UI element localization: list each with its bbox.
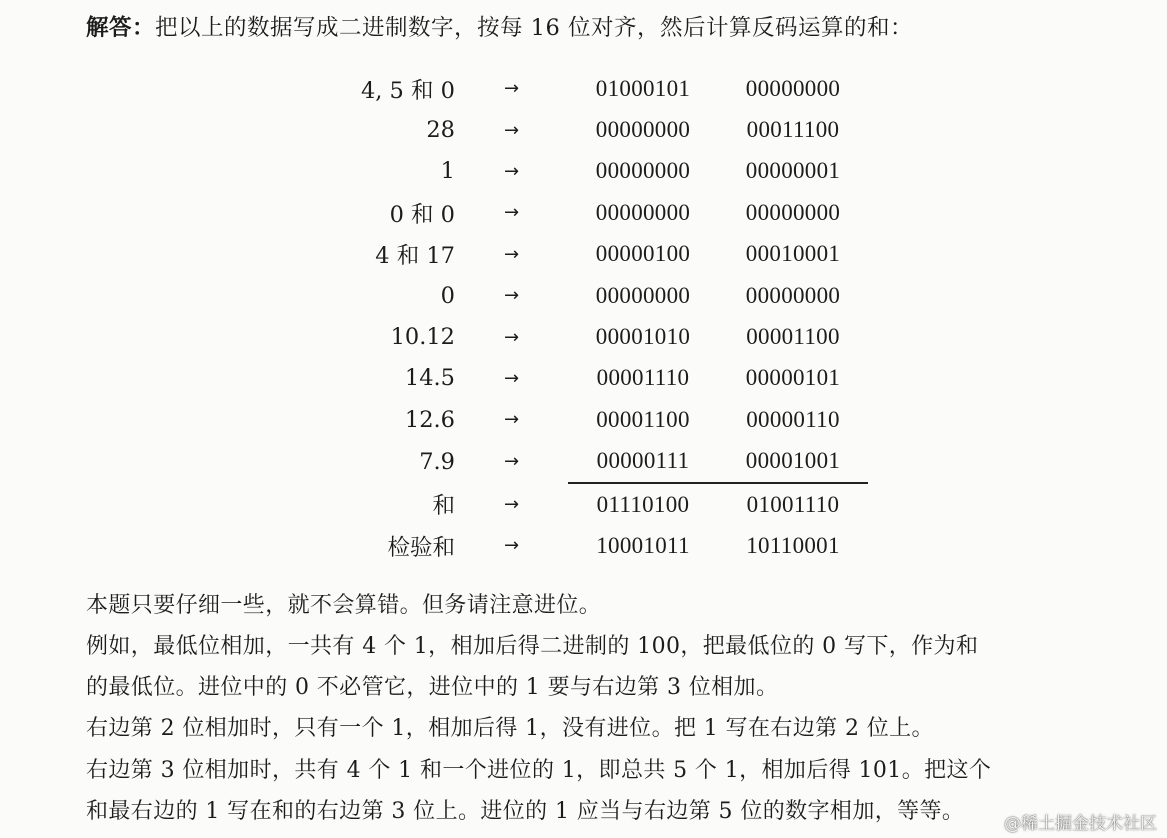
arrow-icon: →	[503, 409, 520, 431]
table-row	[300, 275, 868, 316]
arrow-icon: →	[503, 243, 520, 265]
row-label: 12.6	[404, 406, 455, 433]
paragraph-line: 的最低位。进位中的 0 不必管它，进位中的 1 要与右边第 3 位相加。	[86, 675, 779, 700]
checksum-row	[300, 525, 868, 566]
checksum-table	[300, 68, 868, 567]
binary-high-byte: 00000000	[595, 158, 691, 184]
paragraph-line: 本题只要仔细一些，就不会算错。但务请注意进位。	[86, 593, 602, 618]
paragraph-line: 例如，最低位相加，一共有 4 个 1，相加后得二进制的 100，把最低位的 0 写下，作为和	[86, 634, 979, 659]
arrow-icon: →	[503, 78, 520, 100]
binary-low-byte: 00000000	[745, 199, 841, 225]
row-label: 14.5	[404, 365, 455, 392]
table-row	[300, 68, 868, 109]
table-row	[300, 358, 868, 399]
table-row	[300, 441, 868, 483]
arrow-icon: →	[503, 535, 520, 557]
binary-low-byte: 00011100	[746, 117, 840, 143]
binary-low-byte: 00001100	[746, 324, 840, 350]
checksum-high-byte: 10001011	[596, 532, 690, 558]
arrow-icon: →	[503, 451, 520, 473]
checksum-low-byte: 10110001	[746, 532, 840, 558]
arrow-icon: →	[503, 326, 520, 348]
binary-low-byte: 00000000	[745, 75, 841, 101]
row-label: 4 和 17	[375, 243, 455, 270]
sum-row	[300, 483, 868, 525]
binary-high-byte: 00001100	[596, 406, 690, 432]
row-label: 7.9	[419, 448, 455, 475]
arrow-icon: →	[503, 119, 520, 141]
binary-low-byte: 00000000	[745, 282, 841, 308]
paragraph-line: 右边第 3 位相加时，共有 4 个 1 和一个进位的 1，即总共 5 个 1，相加后得 101。把这个	[86, 758, 992, 783]
sum-low-byte: 01001110	[746, 491, 840, 517]
row-label: 28	[426, 117, 455, 144]
sum-high-byte: 01110100	[596, 491, 690, 517]
binary-high-byte: 00001010	[595, 324, 691, 350]
arrow-icon: →	[503, 285, 520, 307]
table-row	[300, 192, 868, 233]
answer-heading-text: 把以上的数据写成二进制数字，按每 16 位对齐，然后计算反码运算的和：	[155, 15, 913, 41]
arrow-icon: →	[503, 160, 520, 182]
table-row	[300, 316, 868, 357]
paragraph-line: 和最右边的 1 写在和的右边第 3 位上。进位的 1 应当与右边第 5 位的数字相加，等等。	[86, 799, 965, 824]
binary-high-byte: 00000111	[568, 441, 718, 483]
row-label: 0 和 0	[389, 201, 455, 228]
table-row	[300, 109, 868, 150]
binary-low-byte: 00000001	[745, 158, 841, 184]
binary-low-byte: 00010001	[745, 241, 841, 267]
row-label: 1	[440, 158, 455, 185]
binary-high-byte: 01000101	[595, 75, 691, 101]
binary-high-byte: 00000100	[595, 241, 691, 267]
arrow-icon: →	[503, 367, 520, 389]
binary-low-byte: 00000110	[746, 406, 840, 432]
binary-high-byte: 00000000	[595, 199, 691, 225]
binary-high-byte: 00001110	[596, 365, 690, 391]
table-row	[300, 151, 868, 192]
answer-heading	[86, 10, 913, 46]
table-row	[300, 234, 868, 275]
checksum-label: 检验和	[387, 534, 455, 561]
binary-high-byte: 00000000	[595, 282, 691, 308]
watermark-text: @稀土掘金技术社区	[1004, 814, 1157, 834]
arrow-icon: →	[503, 202, 520, 224]
binary-low-byte: 00000101	[745, 365, 841, 391]
answer-lead: 解答：	[86, 15, 156, 41]
binary-high-byte: 00000000	[595, 117, 691, 143]
binary-low-byte: 00001001	[718, 441, 868, 483]
sum-label: 和	[432, 493, 455, 520]
arrow-icon: →	[503, 493, 520, 515]
table-row	[300, 399, 868, 440]
row-label: 0	[440, 282, 455, 309]
row-label: 10.12	[390, 324, 455, 351]
row-label: 4, 5 和 0	[360, 77, 455, 104]
paragraph-line: 右边第 2 位相加时，只有一个 1，相加后得 1，没有进位。把 1 写在右边第 2 位上。	[86, 716, 934, 741]
